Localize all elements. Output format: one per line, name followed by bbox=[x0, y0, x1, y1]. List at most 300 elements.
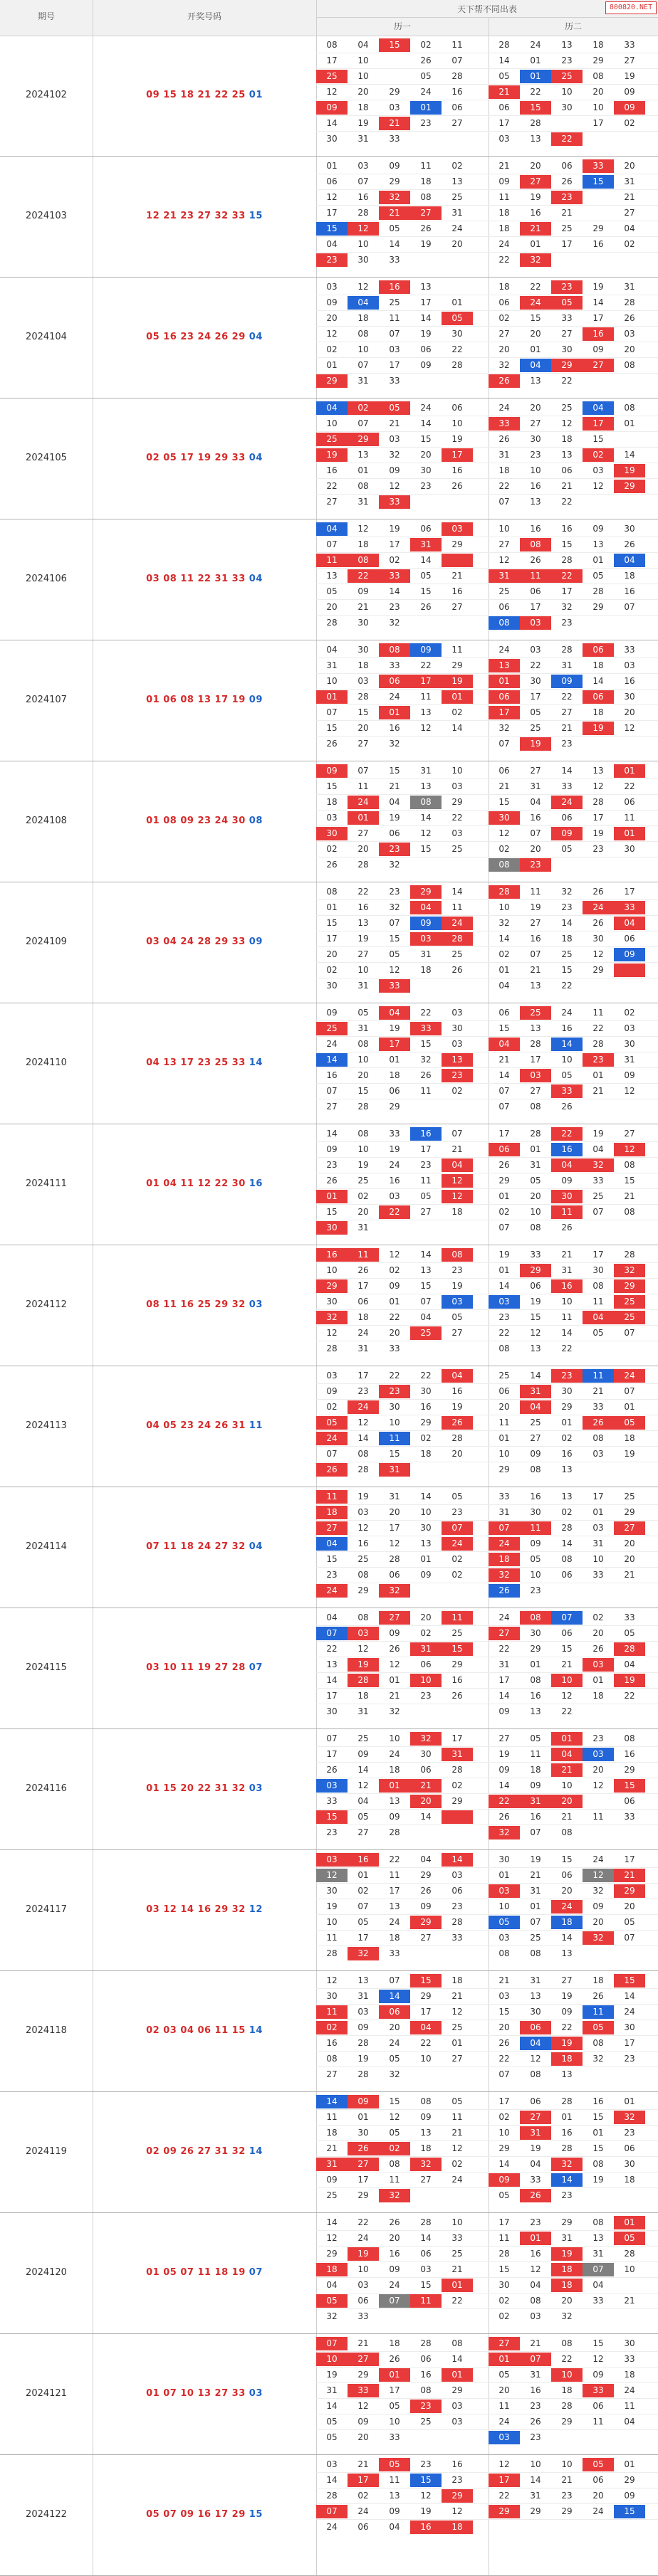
number-cell: 25 bbox=[451, 2022, 463, 2032]
number-cell: 18 bbox=[326, 797, 338, 807]
number-cell: 20 bbox=[624, 707, 635, 717]
number-cell: 05 bbox=[420, 571, 432, 581]
highlighted-number-cell: 01 bbox=[379, 1779, 410, 1793]
highlighted-number-cell: 29 bbox=[614, 480, 645, 493]
number-cell: 22 bbox=[357, 887, 369, 897]
number-cell: 03 bbox=[357, 676, 369, 686]
number-cell bbox=[442, 2068, 473, 2081]
number-cell: 25 bbox=[592, 1191, 604, 1201]
number-cell: 17 bbox=[592, 118, 604, 128]
period-number: 2024103 bbox=[26, 211, 67, 221]
number-cell bbox=[379, 70, 410, 83]
number-cell: 17 bbox=[561, 586, 573, 596]
highlighted-number-cell: 03 bbox=[520, 616, 551, 630]
blue-ball: 04 bbox=[245, 574, 263, 584]
highlighted-number-cell: 04 bbox=[442, 1158, 473, 1172]
highlighted-number-cell: 26 bbox=[583, 1416, 614, 1430]
number-cell: 30 bbox=[530, 1507, 541, 1517]
number-cell: 24 bbox=[498, 1612, 510, 1622]
number-cell: 15 bbox=[389, 934, 400, 944]
number-cell: 03 bbox=[326, 2459, 338, 2469]
red-balls: 01 06 08 13 17 19 bbox=[146, 695, 246, 705]
number-cell: 16 bbox=[451, 2459, 463, 2469]
highlighted-number-cell: 05 bbox=[551, 296, 583, 310]
number-cell: 33 bbox=[624, 1612, 635, 1622]
number-cell: 28 bbox=[561, 2401, 573, 2411]
draw-numbers bbox=[93, 211, 316, 221]
number-cell: 22 bbox=[326, 481, 338, 491]
number-cell: 29 bbox=[420, 1870, 432, 1880]
highlighted-number-cell: 06 bbox=[583, 690, 614, 704]
number-cell: 03 bbox=[624, 1023, 635, 1033]
number-cell: 14 bbox=[326, 2401, 338, 2411]
number-cell: 33 bbox=[389, 660, 400, 670]
number-cell: 20 bbox=[530, 161, 541, 171]
red-balls: 02 09 26 27 31 32 bbox=[146, 2146, 246, 2157]
number-cell: 24 bbox=[357, 2233, 369, 2243]
highlighted-number-cell: 09 bbox=[614, 101, 645, 115]
number-cell: 10 bbox=[498, 1901, 510, 1911]
highlighted-number-cell: 04 bbox=[583, 1311, 614, 1324]
number-cell: 20 bbox=[624, 1554, 635, 1564]
number-cell: 28 bbox=[326, 1344, 338, 1353]
number-cell: 10 bbox=[451, 2217, 463, 2227]
blue-ball: 15 bbox=[245, 211, 263, 221]
highlighted-number-cell: 29 bbox=[489, 2505, 520, 2518]
number-cell: 18 bbox=[420, 176, 432, 186]
number-cell: 27 bbox=[326, 1102, 338, 1112]
number-cell: 06 bbox=[451, 102, 463, 112]
highlighted-number-cell: 21 bbox=[520, 222, 551, 236]
highlighted-number-cell: 09 bbox=[614, 948, 645, 961]
number-cell: 06 bbox=[420, 524, 432, 534]
number-cell: 33 bbox=[498, 1492, 510, 1501]
number-cell: 19 bbox=[592, 2175, 604, 2185]
number-cell: 26 bbox=[357, 1265, 369, 1275]
highlighted-number-cell: 26 bbox=[489, 374, 520, 388]
number-cell: 19 bbox=[357, 1160, 369, 1170]
highlighted-number-cell: 29 bbox=[410, 1916, 442, 1929]
number-cell: 33 bbox=[624, 40, 635, 50]
number-cell: 12 bbox=[561, 418, 573, 428]
number-cell: 27 bbox=[420, 1933, 432, 1943]
number-cell: 18 bbox=[357, 660, 369, 670]
number-cell: 33 bbox=[389, 255, 400, 265]
number-cell: 16 bbox=[326, 2038, 338, 2048]
number-cell: 09 bbox=[389, 1628, 400, 1638]
number-cell: 20 bbox=[389, 1328, 400, 1338]
highlighted-number-cell: 31 bbox=[410, 1642, 442, 1656]
number-cell: 22 bbox=[498, 2054, 510, 2064]
number-cell: 31 bbox=[592, 2249, 604, 2259]
number-cell bbox=[583, 737, 614, 751]
draw-row bbox=[0, 1245, 658, 1366]
number-cell: 07 bbox=[451, 1129, 463, 1139]
number-cell: 26 bbox=[498, 1160, 510, 1170]
number-cell: 03 bbox=[498, 1991, 510, 2001]
number-cell: 21 bbox=[624, 1191, 635, 1201]
number-cell: 12 bbox=[498, 2459, 510, 2469]
highlighted-number-cell: 08 bbox=[520, 1611, 551, 1625]
number-cell: 03 bbox=[357, 1507, 369, 1517]
number-cell: 16 bbox=[420, 1402, 432, 1412]
number-cell: 26 bbox=[420, 56, 432, 65]
number-cell: 19 bbox=[624, 1449, 635, 1459]
number-cell: 08 bbox=[498, 1344, 510, 1353]
number-cell: 29 bbox=[389, 176, 400, 186]
highlighted-number-cell: 12 bbox=[583, 1869, 614, 1882]
number-cell: 21 bbox=[389, 781, 400, 791]
number-cell: 20 bbox=[389, 2233, 400, 2243]
number-cell: 24 bbox=[451, 2175, 463, 2185]
number-cell: 11 bbox=[592, 1008, 604, 1018]
highlighted-number-cell: 11 bbox=[410, 2294, 442, 2308]
highlighted-number-cell: 11 bbox=[348, 1248, 379, 1262]
number-cell: 28 bbox=[624, 297, 635, 307]
highlighted-number-cell: 11 bbox=[442, 1611, 473, 1625]
number-cell: 15 bbox=[561, 1644, 573, 1654]
blue-ball: 14 bbox=[245, 1057, 263, 1068]
highlighted-number-cell: 08 bbox=[442, 1248, 473, 1262]
number-cell: 21 bbox=[451, 2128, 463, 2138]
number-cell: 02 bbox=[451, 1554, 463, 1564]
highlighted-number-cell: 32 bbox=[379, 2189, 410, 2202]
draw-numbers bbox=[93, 574, 316, 584]
number-cell: 27 bbox=[451, 1328, 463, 1338]
number-cell: 20 bbox=[592, 1917, 604, 1927]
number-cell: 13 bbox=[530, 1023, 541, 1033]
number-cell: 18 bbox=[389, 1765, 400, 1775]
period-number: 2024115 bbox=[26, 1662, 67, 1673]
highlighted-number-cell: 32 bbox=[316, 1311, 348, 1324]
number-cell: 05 bbox=[326, 2417, 338, 2427]
number-cell: 33 bbox=[389, 376, 400, 386]
number-cell: 33 bbox=[389, 134, 400, 144]
highlighted-number-cell: 04 bbox=[410, 901, 442, 914]
number-cell: 26 bbox=[561, 176, 573, 186]
number-cell: 25 bbox=[357, 1733, 369, 1743]
number-cell: 15 bbox=[592, 2143, 604, 2153]
highlighted-number-cell: 18 bbox=[442, 2520, 473, 2534]
number-cell: 26 bbox=[389, 2354, 400, 2364]
number-cell: 08 bbox=[530, 1464, 541, 1474]
highlighted-number-cell: 01 bbox=[520, 2232, 551, 2245]
number-cell: 18 bbox=[451, 1975, 463, 1985]
number-cell: 31 bbox=[530, 1886, 541, 1896]
highlighted-number-cell: 22 bbox=[551, 1127, 583, 1141]
number-cell: 32 bbox=[389, 902, 400, 912]
number-cell: 12 bbox=[498, 828, 510, 838]
number-cell: 05 bbox=[326, 2432, 338, 2442]
highlighted-number-cell: 19 bbox=[316, 448, 348, 462]
number-cell: 19 bbox=[357, 118, 369, 128]
number-cell: 26 bbox=[624, 313, 635, 323]
number-cell bbox=[442, 132, 473, 146]
number-cell: 14 bbox=[561, 1538, 573, 1548]
number-cell: 21 bbox=[451, 571, 463, 581]
number-cell: 02 bbox=[420, 40, 432, 50]
number-cell: 22 bbox=[389, 1312, 400, 1322]
number-cell bbox=[583, 253, 614, 267]
number-cell: 01 bbox=[530, 56, 541, 65]
highlighted-number-cell: 04 bbox=[316, 401, 348, 415]
highlighted-number-cell: 03 bbox=[489, 1295, 520, 1309]
number-cell: 07 bbox=[451, 56, 463, 65]
number-cell: 24 bbox=[389, 1917, 400, 1927]
number-cell: 28 bbox=[561, 2143, 573, 2153]
highlighted-number-cell: 31 bbox=[489, 569, 520, 583]
number-cell: 21 bbox=[592, 1386, 604, 1396]
number-cell: 12 bbox=[592, 781, 604, 791]
number-cell: 06 bbox=[624, 2143, 635, 2153]
highlighted-number-cell: 16 bbox=[316, 1248, 348, 1262]
number-cell: 20 bbox=[498, 2022, 510, 2032]
number-cell: 05 bbox=[530, 707, 541, 717]
number-cell: 05 bbox=[592, 571, 604, 581]
number-cell: 27 bbox=[561, 707, 573, 717]
number-cell: 11 bbox=[592, 2417, 604, 2427]
number-cell: 07 bbox=[624, 1328, 635, 1338]
blue-ball: 07 bbox=[245, 1662, 263, 1673]
number-cell: 18 bbox=[530, 1765, 541, 1775]
number-cell: 27 bbox=[420, 2175, 432, 2185]
number-cell: 16 bbox=[451, 1386, 463, 1396]
highlighted-number-cell: 23 bbox=[583, 1053, 614, 1067]
number-cell: 02 bbox=[498, 2112, 510, 2122]
number-cell: 05 bbox=[389, 949, 400, 959]
number-cell: 08 bbox=[530, 1675, 541, 1685]
highlighted-number-cell: 23 bbox=[551, 280, 583, 294]
number-cell: 03 bbox=[624, 660, 635, 670]
number-cell bbox=[551, 2431, 583, 2444]
number-cell: 17 bbox=[451, 1733, 463, 1743]
number-cell: 07 bbox=[624, 1933, 635, 1943]
number-cell: 03 bbox=[530, 645, 541, 655]
number-cell: 23 bbox=[561, 56, 573, 65]
blue-ball: 04 bbox=[245, 1541, 263, 1552]
number-cell: 22 bbox=[561, 497, 573, 507]
number-cell: 01 bbox=[326, 902, 338, 912]
number-cell: 21 bbox=[451, 1991, 463, 2001]
number-cell: 33 bbox=[561, 313, 573, 323]
number-cell bbox=[442, 374, 473, 388]
number-cell: 12 bbox=[592, 2354, 604, 2364]
number-cell: 14 bbox=[420, 1812, 432, 1822]
highlighted-number-cell: 19 bbox=[614, 1674, 645, 1687]
highlighted-number-cell: 32 bbox=[614, 1264, 645, 1277]
highlighted-number-cell: 19 bbox=[583, 722, 614, 735]
number-cell: 17 bbox=[326, 1691, 338, 1701]
highlighted-number-cell: 23 bbox=[316, 253, 348, 267]
number-cell: 24 bbox=[389, 1160, 400, 1170]
number-cell: 25 bbox=[451, 844, 463, 854]
number-cell: 20 bbox=[357, 87, 369, 97]
number-cell: 27 bbox=[530, 1433, 541, 1443]
number-cell: 06 bbox=[624, 934, 635, 944]
highlighted-number-cell: 28 bbox=[442, 932, 473, 946]
number-cell: 30 bbox=[326, 1297, 338, 1307]
highlighted-number-cell: 32 bbox=[379, 1584, 410, 1598]
number-cell: 18 bbox=[592, 660, 604, 670]
number-cell: 05 bbox=[451, 1492, 463, 1501]
number-cell bbox=[551, 2520, 583, 2534]
highlighted-number-cell: 03 bbox=[442, 1295, 473, 1309]
number-cell: 33 bbox=[357, 2311, 369, 2321]
number-cell: 16 bbox=[451, 586, 463, 596]
number-cell bbox=[410, 1705, 442, 1719]
number-cell: 08 bbox=[357, 1449, 369, 1459]
number-cell: 14 bbox=[498, 1070, 510, 1080]
number-cell: 12 bbox=[530, 2264, 541, 2274]
number-cell: 23 bbox=[530, 2432, 541, 2442]
number-cell: 03 bbox=[357, 2007, 369, 2017]
number-cell: 22 bbox=[420, 660, 432, 670]
number-cell: 05 bbox=[530, 1733, 541, 1743]
number-cell: 13 bbox=[530, 1706, 541, 1716]
number-cell bbox=[442, 1342, 473, 1356]
number-cell: 11 bbox=[389, 2475, 400, 2485]
number-cell: 01 bbox=[530, 1659, 541, 1669]
number-cell: 03 bbox=[451, 781, 463, 791]
number-cell: 20 bbox=[326, 602, 338, 612]
number-cell: 33 bbox=[624, 645, 635, 655]
number-cell: 21 bbox=[357, 2338, 369, 2348]
number-cell: 09 bbox=[326, 1386, 338, 1396]
number-cell: 21 bbox=[530, 2338, 541, 2348]
highlighted-number-cell: 11 bbox=[316, 2005, 348, 2019]
number-cell: 08 bbox=[624, 1207, 635, 1217]
number-cell: 07 bbox=[498, 1102, 510, 1112]
number-cell: 30 bbox=[389, 1402, 400, 1412]
number-cell: 28 bbox=[498, 2249, 510, 2259]
highlighted-number-cell: 19 bbox=[520, 737, 551, 751]
highlighted-number-cell: 32 bbox=[379, 191, 410, 204]
number-cell: 12 bbox=[592, 1780, 604, 1790]
highlighted-number-cell: 18 bbox=[551, 2263, 583, 2276]
number-cell bbox=[614, 2279, 645, 2292]
number-cell: 09 bbox=[326, 2175, 338, 2185]
number-cell: 17 bbox=[592, 813, 604, 823]
red-balls: 01 05 07 11 18 19 bbox=[146, 2267, 246, 2278]
number-cell: 03 bbox=[451, 2401, 463, 2411]
number-cell: 07 bbox=[357, 766, 369, 776]
number-cell: 29 bbox=[498, 2143, 510, 2153]
highlighted-number-cell: 27 bbox=[489, 1627, 520, 1640]
period-number: 2024112 bbox=[26, 1299, 67, 1310]
number-cell: 17 bbox=[357, 1281, 369, 1291]
number-cell: 33 bbox=[592, 1176, 604, 1186]
number-cell: 29 bbox=[561, 1402, 573, 1412]
number-cell: 26 bbox=[561, 1223, 573, 1232]
number-cell: 24 bbox=[389, 2280, 400, 2290]
number-cell: 16 bbox=[451, 1675, 463, 1685]
number-cell: 08 bbox=[530, 1102, 541, 1112]
number-cell: 21 bbox=[561, 481, 573, 491]
number-cell: 24 bbox=[592, 2506, 604, 2516]
number-cell: 08 bbox=[498, 1948, 510, 1958]
number-cell bbox=[614, 2189, 645, 2202]
blue-ball: 14 bbox=[245, 2146, 263, 2157]
number-cell: 30 bbox=[498, 1854, 510, 1864]
number-cell: 02 bbox=[451, 707, 463, 717]
number-cell: 18 bbox=[592, 1691, 604, 1701]
number-cell: 14 bbox=[498, 2159, 510, 2169]
number-cell: 22 bbox=[561, 981, 573, 991]
table-header bbox=[0, 0, 658, 36]
number-cell: 08 bbox=[592, 1433, 604, 1443]
number-cell: 20 bbox=[326, 949, 338, 959]
number-cell: 03 bbox=[592, 1449, 604, 1459]
number-cell: 10 bbox=[592, 102, 604, 112]
number-cell: 28 bbox=[357, 692, 369, 702]
highlighted-number-cell: 32 bbox=[489, 1568, 520, 1582]
number-cell: 13 bbox=[357, 1975, 369, 1985]
number-cell: 28 bbox=[592, 1039, 604, 1049]
highlighted-number-cell: 04 bbox=[551, 1158, 583, 1172]
highlighted-number-cell: 24 bbox=[614, 1369, 645, 1383]
highlighted-number-cell: 04 bbox=[520, 2037, 551, 2050]
highlighted-number-cell: 33 bbox=[410, 1022, 442, 1035]
highlighted-number-cell: 32 bbox=[583, 1931, 614, 1945]
number-cell: 26 bbox=[561, 1102, 573, 1112]
red-balls: 01 04 11 12 22 30 bbox=[146, 1178, 246, 1189]
number-cell: 12 bbox=[357, 1418, 369, 1427]
number-cell: 17 bbox=[420, 1144, 432, 1154]
number-cell: 14 bbox=[326, 1129, 338, 1139]
number-cell: 31 bbox=[357, 134, 369, 144]
red-balls: 04 05 23 24 26 31 bbox=[146, 1420, 246, 1431]
number-cell: 09 bbox=[624, 2491, 635, 2501]
highlighted-number-cell: 08 bbox=[489, 858, 520, 872]
number-cell: 16 bbox=[530, 481, 541, 491]
highlighted-number-cell: 10 bbox=[551, 2368, 583, 2382]
number-cell: 11 bbox=[357, 781, 369, 791]
number-cell: 28 bbox=[357, 1464, 369, 1474]
number-cell: 12 bbox=[357, 282, 369, 292]
highlighted-number-cell: 02 bbox=[348, 401, 379, 415]
number-cell: 12 bbox=[498, 555, 510, 565]
number-cell: 27 bbox=[624, 1129, 635, 1139]
number-cell: 11 bbox=[389, 2175, 400, 2185]
number-cell: 07 bbox=[498, 1086, 510, 1096]
number-cell: 01 bbox=[326, 161, 338, 171]
number-cell: 25 bbox=[357, 1554, 369, 1564]
number-cell: 08 bbox=[357, 1129, 369, 1139]
number-cell: 18 bbox=[624, 571, 635, 581]
number-cell: 07 bbox=[326, 1086, 338, 1096]
number-cell: 02 bbox=[592, 1612, 604, 1622]
number-cell: 13 bbox=[389, 1901, 400, 1911]
number-cell: 07 bbox=[498, 1223, 510, 1232]
number-cell: 08 bbox=[451, 2338, 463, 2348]
number-cell: 33 bbox=[530, 1250, 541, 1260]
red-balls: 03 12 14 16 29 32 bbox=[146, 1904, 246, 1915]
number-cell: 07 bbox=[530, 949, 541, 959]
number-cell: 09 bbox=[420, 1901, 432, 1911]
number-cell: 21 bbox=[498, 1055, 510, 1065]
blue-ball: 04 bbox=[245, 453, 263, 463]
highlighted-number-cell: 05 bbox=[614, 1416, 645, 1430]
number-cell bbox=[551, 253, 583, 267]
number-cell bbox=[410, 858, 442, 872]
blue-ball: 01 bbox=[245, 90, 263, 100]
number-cell: 18 bbox=[624, 2370, 635, 2380]
number-cell: 04 bbox=[624, 2417, 635, 2427]
draw-numbers bbox=[93, 936, 316, 947]
number-cell: 02 bbox=[326, 1402, 338, 1412]
highlighted-number-cell: 21 bbox=[379, 206, 410, 220]
number-cell: 20 bbox=[561, 2296, 573, 2306]
